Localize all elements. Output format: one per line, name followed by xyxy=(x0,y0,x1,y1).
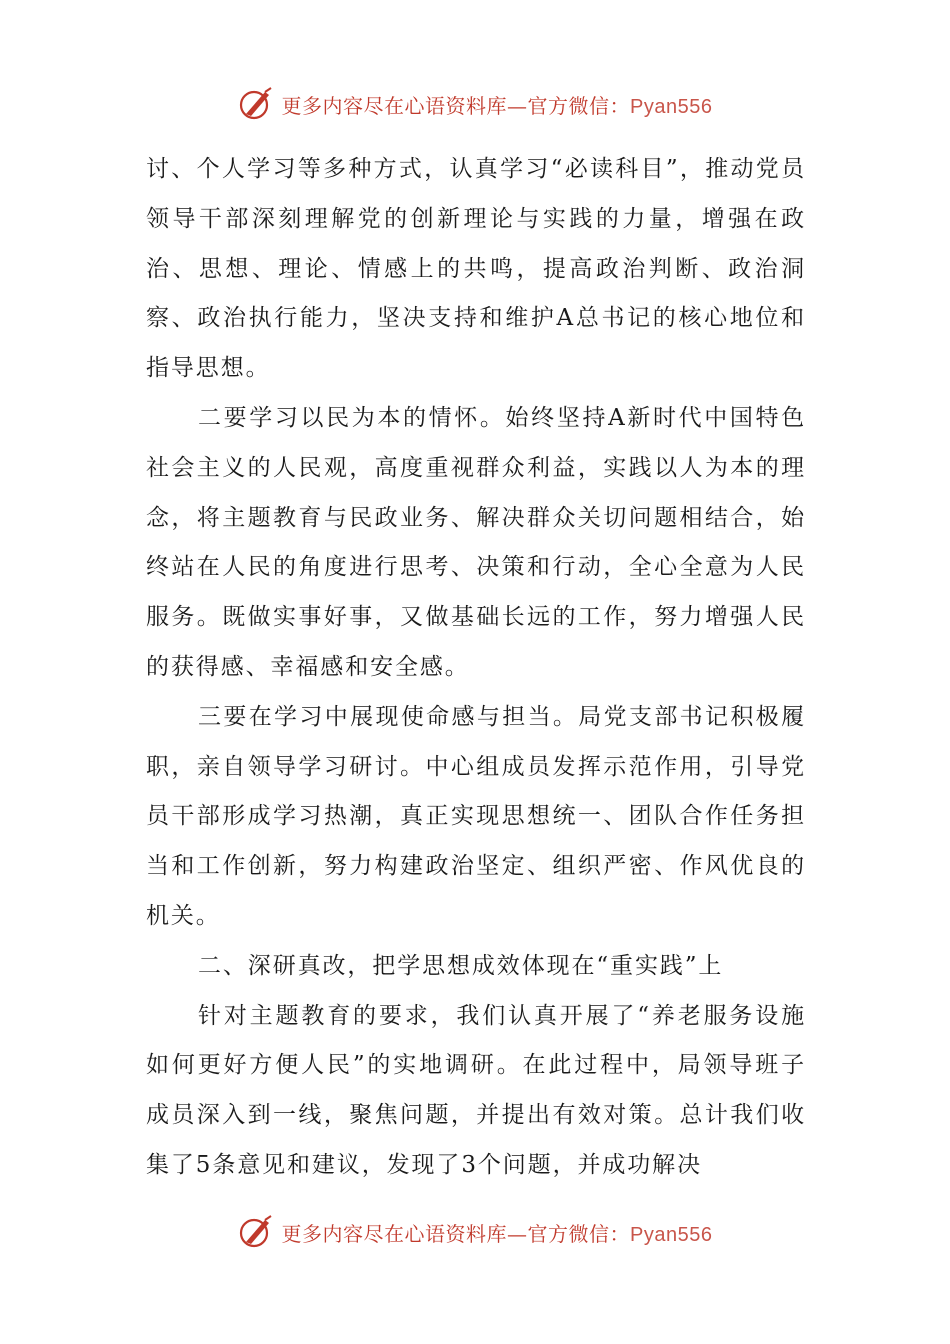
paragraph-2: 二要学习以民为本的情怀。始终坚持A新时代中国特色社会主义的人民观，高度重视群众利益，实践以人为本的理念，将主题教育与民政业务、解决群众关切问题相结合，始终站在人民的角度进行思考、决策和行动，全心全意为人民服务。既做实事好事，又做基础长远的工作，努力增强人民的获得感、幸福感和安全感。 xyxy=(146,404,806,680)
wechat-id: Pyan556 xyxy=(630,95,713,118)
paragraph-3: 三要在学习中展现使命感与担当。局党支部书记积极履职，亲自领导学习研讨。中心组成员发挥示范作用，引导党员干部形成学习热潮，真正实现思想统一、团队合作任务担当和工作创新，努力构建政治坚定、组织严密、作风优良的机关。 xyxy=(146,703,806,929)
section-heading: 二、深研真改，把学思想成效体现在“重实践”上 xyxy=(198,952,724,979)
quill-pen-logo-icon xyxy=(238,86,274,122)
footer-watermark xyxy=(0,1212,950,1252)
header-watermark xyxy=(0,84,950,124)
paragraph-4: 针对主题教育的要求，我们认真开展了“养老服务设施如何更好方便人民”的实地调研。在此过程中，局领导班子成员深入到一线，聚焦问题，并提出有效对策。总计我们收集了5条意见和建议，发现了3个问题，并成功解决 xyxy=(146,1002,806,1178)
watermark-text: 更多内容尽在心语资料库—官方微信：Pyan556 xyxy=(281,93,713,118)
watermark-text: 更多内容尽在心语资料库—官方微信：Pyan556 xyxy=(281,1221,713,1246)
wechat-id: Pyan556 xyxy=(630,1223,713,1246)
paragraph-1: 讨、个人学习等多种方式，认真学习“必读科目”，推动党员领导干部深刻理解党的创新理论与实践的力量，增强在政治、思想、理论、情感上的共鸣，提高政治判断、政治洞察、政治执行能力，坚决支持和维护A总书记的核心地位和指导思想。 xyxy=(146,156,806,382)
quill-pen-logo-icon xyxy=(238,1214,274,1250)
document-body xyxy=(146,145,806,1191)
